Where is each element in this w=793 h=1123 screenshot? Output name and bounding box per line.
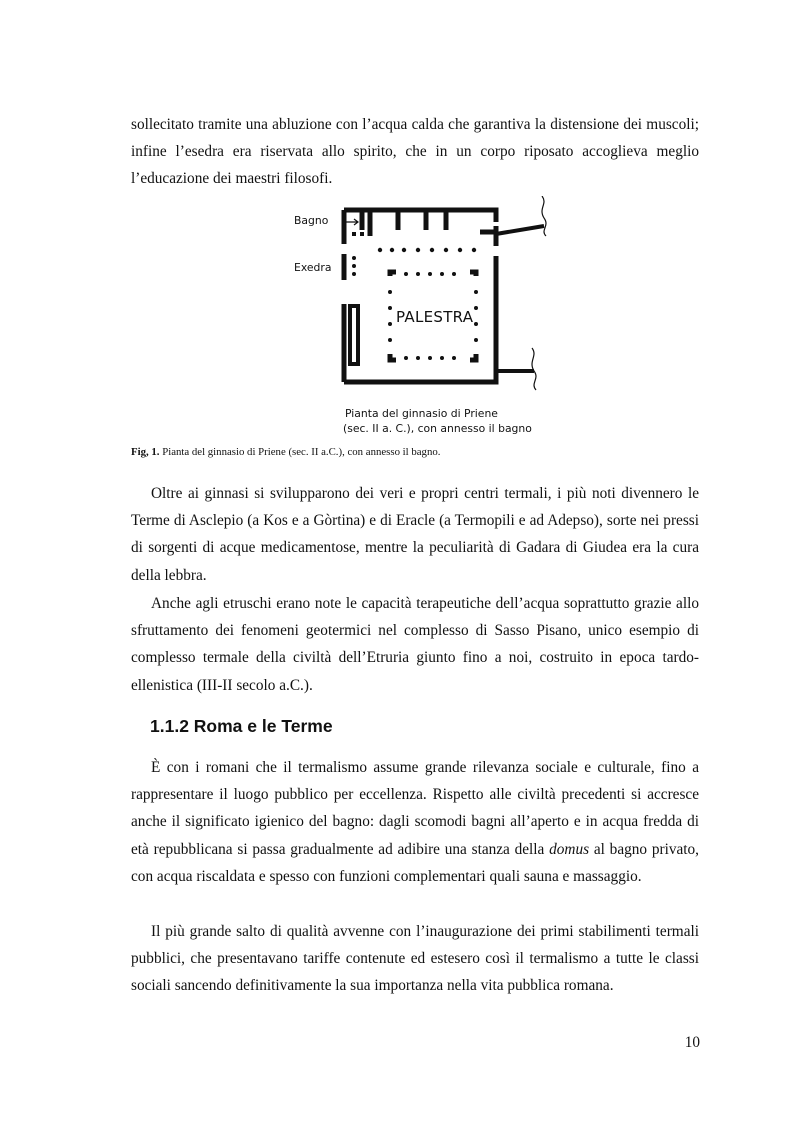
gymnasium-floor-plan — [280, 196, 560, 440]
paragraph-romans-end: al bagno privato, con acqua riscaldata e spesso con funzioni complementari quali sauna e massaggio. — [131, 840, 699, 885]
term-domus: domus — [549, 840, 590, 858]
label-palestra: PALESTRA — [396, 308, 474, 326]
label-bagno: Bagno — [294, 214, 329, 227]
paragraph-romans — [131, 754, 699, 890]
figure-subtitle-line1: Pianta del ginnasio di Priene — [345, 407, 498, 420]
caption-text: Pianta del ginnasio di Priene (sec. II a.C.), con annesso il bagno. — [159, 446, 441, 458]
section-heading: 1.1.2 Roma e le Terme — [150, 716, 333, 736]
paragraph-romans-start: È con i romani che il termalismo assume grande rilevanza sociale e culturale, fino a rappresentare il luogo pubblico per eccellenza. Rispetto alle civiltà precedenti si accresce anche il significato igienico del bagno: dagli scomodi bagni all’aperto e in acqua fredda di età repubblicana si passa gradualmente ad adibire una stanza della — [131, 759, 699, 858]
figure-caption — [131, 446, 440, 458]
paragraph-etruscans: Anche agli etruschi erano note le capacità terapeutiche dell’acqua soprattutto grazie allo sfruttamento dei fenomeni geotermici nel complesso di Sasso Pisano, unico esempio di complesso termale della civiltà dell’Etruria giunto fino a noi, costruito in epoca tardo-ellenistica (III-II secolo a.C.). — [131, 595, 699, 694]
label-exedra: Exedra — [294, 261, 332, 274]
paragraph-gymnasia: Oltre ai ginnasi si svilupparono dei veri e propri centri termali, i più noti divennero le Terme di Asclepio (a Kos e a Gòrtina) e di Eracle (a Termopili e ad Adepso), sorte nei pressi di sorgenti di acque medicamentose, mentre la peculiarità di Gadara di Giudea era la cura della lebbra. — [131, 485, 699, 584]
caption-label: Fig, 1. — [131, 446, 160, 458]
figure-subtitle-line2: (sec. II a. C.), con annesso il bagno — [343, 422, 532, 435]
paragraph-intro: sollecitato tramite una abluzione con l’acqua calda che garantiva la distensione dei muscoli; infine l’esedra era riservata allo spirito, che in un corpo riposato accoglieva meglio l’educazione dei maestri filosofi. — [131, 116, 699, 188]
page-number: 10 — [684, 1034, 700, 1051]
paragraph-public-baths: Il più grande salto di qualità avvenne con l’inaugurazione dei primi stabilimenti termali pubblici, che presentavano tariffe contenute ed estesero così il termalismo a tutte le classi sociali sancendo definitivamente la sua importanza nella vita pubblica romana. — [131, 923, 699, 995]
